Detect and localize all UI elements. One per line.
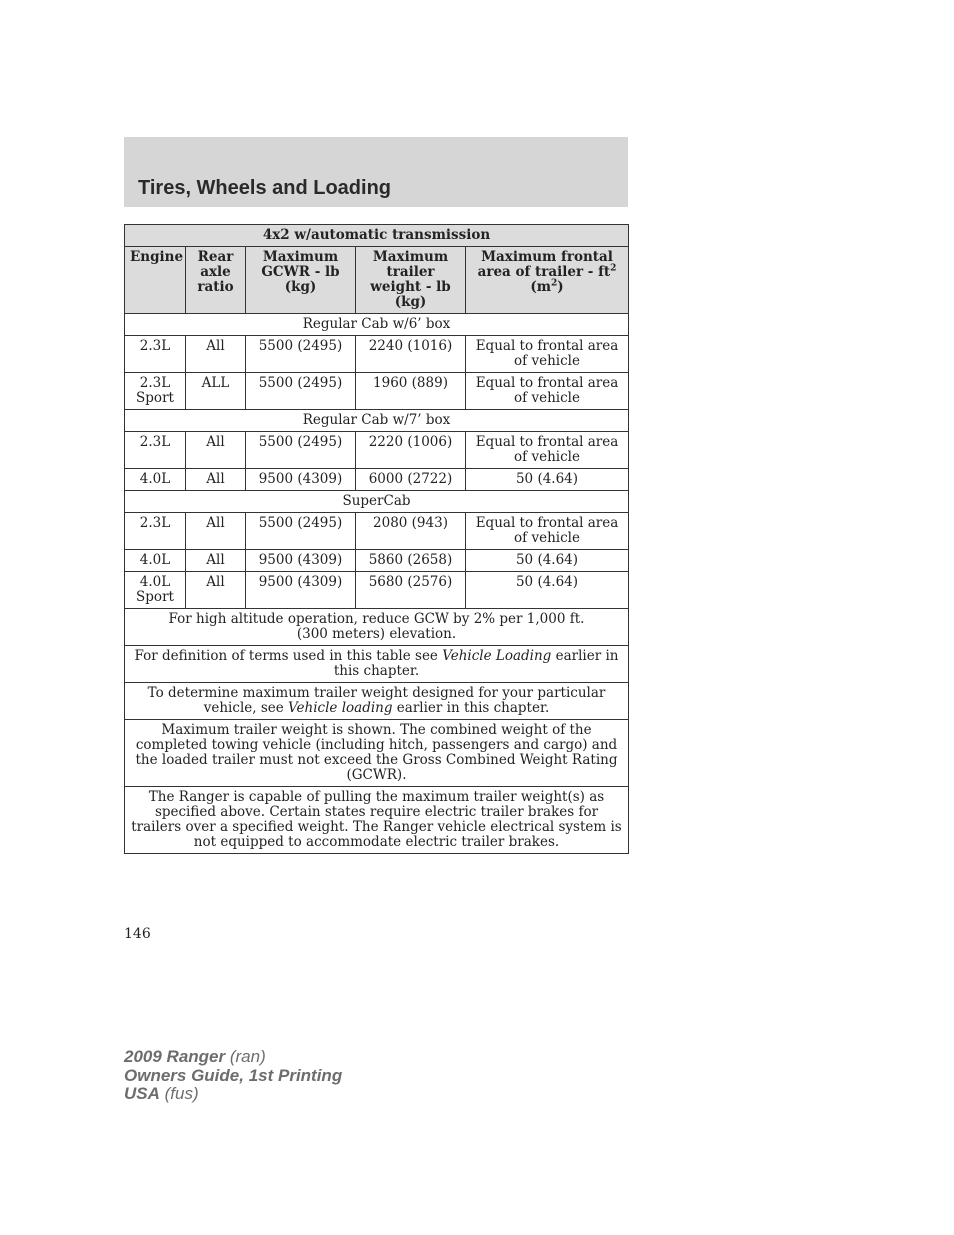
- note-row: [125, 609, 629, 646]
- table-header-row: [125, 247, 629, 314]
- section-name: SuperCab: [125, 491, 629, 513]
- cell-frontal: Equal to frontal area of vehicle: [466, 336, 629, 373]
- cell-trailer: 2240 (1016): [356, 336, 466, 373]
- col-header-axle: Rear axle ratio: [186, 247, 246, 314]
- cell-axle: All: [186, 513, 246, 550]
- cell-axle: ALL: [186, 373, 246, 410]
- footer-line-2: Owners Guide, 1st Printing: [124, 1065, 343, 1085]
- vehicle-loading-reference: Vehicle loading: [288, 700, 393, 716]
- cell-frontal: Equal to frontal area of vehicle: [466, 373, 629, 410]
- col-header-trailer: Maximum trailer weight - lb (kg): [356, 247, 466, 314]
- cell-engine: 2.3L: [125, 336, 186, 373]
- cell-engine: 4.0L: [125, 469, 186, 491]
- note-combined-weight: Maximum trailer weight is shown. The combined weight of the completed towing vehicle (including hitch, passengers and cargo) and the loaded trailer must not exceed the Gross Combined Weight Rating (GCWR).: [125, 720, 629, 787]
- cell-trailer: 1960 (889): [356, 373, 466, 410]
- cell-trailer: 2220 (1006): [356, 432, 466, 469]
- footer-line-1: 2009 Ranger (ran): [124, 1047, 266, 1066]
- section-name: Regular Cab w/7’ box: [125, 410, 629, 432]
- page-number: 146: [124, 926, 151, 942]
- table-row: [125, 513, 629, 550]
- document-footer: [124, 1048, 342, 1104]
- footer-line-3: USA (fus): [124, 1084, 199, 1103]
- vehicle-loading-reference: Vehicle Loading: [442, 648, 552, 664]
- col-header-frontal: Maximum frontal area of trailer - $ft^2$ $(m^2)$: [466, 247, 629, 314]
- col-header-engine: Engine: [125, 247, 186, 314]
- cell-engine: 4.0L: [125, 550, 186, 572]
- cell-axle: All: [186, 469, 246, 491]
- cell-engine: 2.3L: [125, 432, 186, 469]
- note-row: [125, 683, 629, 720]
- towing-spec-table: [124, 224, 629, 854]
- cell-engine: 2.3L: [125, 513, 186, 550]
- cell-engine: 4.0L Sport: [125, 572, 186, 609]
- note-electric-brakes: The Ranger is capable of pulling the maximum trailer weight(s) as specified above. Certain states require electric trailer brakes for trailers over a specified weight. The Ranger vehicle electrical system is not equipped to accommodate electric trailer brakes.: [125, 787, 629, 854]
- cell-trailer: 5680 (2576): [356, 572, 466, 609]
- note-high-altitude: For high altitude operation, reduce GCW by 2% per 1,000 ft. (300 meters) elevation.: [125, 609, 629, 646]
- col-header-gcwr: Maximum GCWR - lb (kg): [246, 247, 356, 314]
- section-name: Regular Cab w/6’ box: [125, 314, 629, 336]
- table-row: [125, 336, 629, 373]
- cell-axle: All: [186, 336, 246, 373]
- section-row: [125, 491, 629, 513]
- cell-frontal: Equal to frontal area of vehicle: [466, 432, 629, 469]
- table-title-row: [125, 225, 629, 247]
- table-row: [125, 373, 629, 410]
- note-row: [125, 787, 629, 854]
- table-row: [125, 572, 629, 609]
- cell-frontal: Equal to frontal area of vehicle: [466, 513, 629, 550]
- cell-gcwr: 5500 (2495): [246, 373, 356, 410]
- cell-gcwr: 9500 (4309): [246, 550, 356, 572]
- table-title: 4x2 w/automatic transmission: [125, 225, 629, 247]
- table-row: [125, 432, 629, 469]
- cell-gcwr: 9500 (4309): [246, 572, 356, 609]
- cell-frontal: 50 (4.64): [466, 469, 629, 491]
- cell-trailer: 2080 (943): [356, 513, 466, 550]
- note-definitions: For definition of terms used in this table see Vehicle Loading earlier in this chapter.: [125, 646, 629, 683]
- cell-frontal: 50 (4.64): [466, 550, 629, 572]
- cell-axle: All: [186, 572, 246, 609]
- section-row: [125, 314, 629, 336]
- cell-trailer: 5860 (2658): [356, 550, 466, 572]
- note-determine-weight: To determine maximum trailer weight designed for your particular vehicle, see Vehicle loading earlier in this chapter.: [125, 683, 629, 720]
- cell-gcwr: 5500 (2495): [246, 432, 356, 469]
- cell-axle: All: [186, 432, 246, 469]
- cell-trailer: 6000 (2722): [356, 469, 466, 491]
- note-row: [125, 720, 629, 787]
- note-row: [125, 646, 629, 683]
- cell-gcwr: 5500 (2495): [246, 513, 356, 550]
- cell-frontal: 50 (4.64): [466, 572, 629, 609]
- cell-gcwr: 9500 (4309): [246, 469, 356, 491]
- cell-gcwr: 5500 (2495): [246, 336, 356, 373]
- page-title: Tires, Wheels and Loading: [138, 177, 392, 199]
- section-row: [125, 410, 629, 432]
- table-row: [125, 469, 629, 491]
- cell-axle: All: [186, 550, 246, 572]
- table-row: [125, 550, 629, 572]
- section-header: [124, 137, 628, 207]
- cell-engine: 2.3L Sport: [125, 373, 186, 410]
